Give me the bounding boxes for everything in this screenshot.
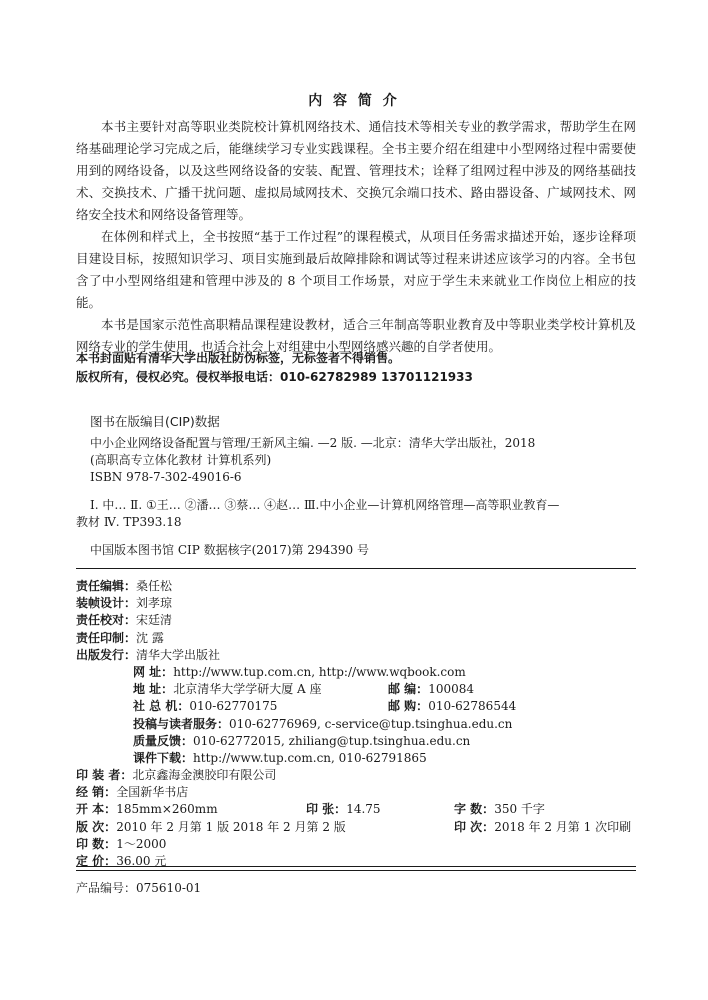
product-code-label: 产品编号： <box>76 881 137 895</box>
cip-classification-line-2: 教材 Ⅳ. TP393.18 <box>76 515 182 529</box>
credit-word-count <box>454 801 545 818</box>
credit-label: 经 销： <box>76 785 117 800</box>
credit-value: 刘孝琼 <box>136 596 173 611</box>
credit-print-supervisor <box>76 630 646 647</box>
credit-copies <box>76 836 646 853</box>
credit-label: 地 址： <box>133 682 174 697</box>
credit-value: 14.75 <box>346 802 381 817</box>
divider-top <box>76 568 636 569</box>
credit-value: 宋廷清 <box>136 613 173 628</box>
credit-price <box>76 853 646 870</box>
product-code <box>76 879 201 896</box>
credit-value: 010-62776969, c-service@tup.tsinghua.edu.cn <box>229 716 513 731</box>
credit-label: 责任印制： <box>76 630 137 645</box>
credit-label: 责任校对： <box>76 613 137 628</box>
credit-printing <box>454 819 631 836</box>
credit-courseware <box>76 750 646 767</box>
intro-paragraph-1: 本书主要针对高等职业类院校计算机网络技术、通信技术等相关专业的教学需求，帮助学生在网络基础理论学习完成之后，能继续学习专业实践课程。全书主要介绍在组建中小型网络过程中需要使用到的网络设备，以及这些网络设备的安装、配置、管理技术；诠释了组网过程中涉及的网络基础技术、交换技术、广播干扰问题、虚拟局域网技术、交换冗余端口技术、路由器设备、广域网技术、网络安全技术和网络设备管理等。 <box>76 119 636 222</box>
credit-proofreader <box>76 612 646 629</box>
credit-label: 出版发行： <box>76 647 137 662</box>
credit-label: 印 装 者： <box>76 768 133 783</box>
cip-isbn: ISBN 978-7-302-49016-6 <box>90 470 242 484</box>
credit-publisher <box>76 647 646 664</box>
publication-credits <box>76 578 646 870</box>
credit-value: 沈 露 <box>136 630 164 645</box>
credit-design <box>76 595 646 612</box>
credit-edition <box>76 819 646 836</box>
credit-value: 185mm×260mm <box>116 802 218 817</box>
product-code-value: 075610-01 <box>136 881 202 895</box>
credit-switchboard <box>76 698 646 715</box>
credit-value: 全国新华书店 <box>116 785 189 800</box>
credit-label: 版 次： <box>76 819 117 834</box>
credit-value: 010-62772015, zhiliang@tup.tsinghua.edu.cn <box>193 733 471 748</box>
credit-value: http://www.tup.com.cn, 010-62791865 <box>193 750 427 765</box>
copyright-notice <box>76 349 636 387</box>
credit-label: 印 张： <box>306 802 347 817</box>
credit-label: 课件下载： <box>133 750 194 765</box>
credit-value: 桑任松 <box>136 579 173 593</box>
intro-text <box>76 116 636 358</box>
credit-address <box>76 681 646 698</box>
credit-value: 2018 年 2 月第 1 次印刷 <box>494 819 632 834</box>
credit-value: 1～2000 <box>116 836 167 851</box>
cip-series-line: (高职高专立体化教材 计算机系列) <box>90 453 272 467</box>
credit-printer <box>76 767 646 784</box>
credit-label: 社 总 机： <box>133 699 190 714</box>
credit-label: 字 数： <box>454 802 495 817</box>
credit-format <box>76 801 646 818</box>
credit-label: 装帧设计： <box>76 596 137 611</box>
credit-value: 350 千字 <box>494 802 545 817</box>
credit-value: 北京清华大学学研大厦 A 座 <box>173 682 322 697</box>
credit-value: 2010 年 2 月第 1 版 2018 年 2 月第 2 版 <box>116 819 346 834</box>
intro-paragraph-2: 在体例和样式上，全书按照“基于工作过程”的课程模式，从项目任务需求描述开始，逐步诠释项目建设目标，按照知识学习、项目实施到最后故障排除和调试等过程来讲述应该学习的内容。全书包含了中小型网络组建和管理中涉及的 8 个项目工作场景，对应于学生未来就业工作岗位上相应的技能。 <box>76 229 636 310</box>
credit-label: 责任编辑： <box>76 579 137 593</box>
credit-postcode <box>388 681 474 698</box>
credit-value: 清华大学出版社 <box>136 647 221 662</box>
credit-label: 定 价： <box>76 854 117 868</box>
cip-title-line: 中小企业网络设备配置与管理/王新风主编. —2 版. —北京：清华大学出版社，2018 <box>90 436 536 450</box>
cip-catalog-number: 中国版本图书馆 CIP 数据核字(2017)第 294390 号 <box>90 543 369 557</box>
credit-label: 印 数： <box>76 836 117 851</box>
credit-mail-order <box>388 698 516 715</box>
credit-label: 邮 编： <box>388 682 429 697</box>
credit-value: 010-62786544 <box>428 699 517 714</box>
anti-counterfeit-notice: 本书封面贴有清华大学出版社防伪标签，无标签者不得销售。 <box>76 351 401 365</box>
intro-title: 内 容 简 介 <box>308 93 400 109</box>
credit-value: 100084 <box>428 682 474 697</box>
credit-value: 010-62770175 <box>189 699 278 714</box>
credit-label: 网 址： <box>133 664 174 679</box>
credit-website <box>76 664 646 681</box>
credit-quality-feedback <box>76 733 646 750</box>
cip-block <box>76 411 646 559</box>
cip-classification-line-1: Ⅰ. 中… Ⅱ. ①王… ②潘… ③蔡… ④赵… Ⅲ.中小企业—计算机网络管理—高等职业教育— <box>90 498 560 512</box>
credit-label: 开 本： <box>76 802 117 817</box>
credit-value: 北京鑫海金澳胶印有限公司 <box>132 768 277 783</box>
rights-notice: 版权所有，侵权必究。侵权举报电话：010-62782989 13701121933 <box>76 370 473 384</box>
credit-distributor <box>76 784 646 801</box>
credit-label: 质量反馈： <box>133 733 194 748</box>
credit-label: 邮 购： <box>388 699 429 714</box>
credit-editor <box>76 578 646 595</box>
credit-sheets <box>306 801 381 818</box>
credit-value: 36.00 元 <box>116 854 167 868</box>
divider-bottom-1 <box>76 866 636 867</box>
cip-heading: 图书在版编目(CIP)数据 <box>90 414 220 429</box>
credit-label: 印 次： <box>454 819 495 834</box>
credit-submission <box>76 716 646 733</box>
intro-paragraph-3: 本书是国家示范性高职精品课程建设教材，适合三年制高等职业教育及中等职业类学校计算机及网络专业的学生使用，也适合社会上对组建中小型网络感兴趣的自学者使用。 <box>76 317 636 354</box>
credit-label: 投稿与读者服务： <box>133 716 230 731</box>
credit-value: http://www.tup.com.cn, http://www.wqbook.com <box>173 664 466 679</box>
divider-bottom-2 <box>76 870 636 871</box>
